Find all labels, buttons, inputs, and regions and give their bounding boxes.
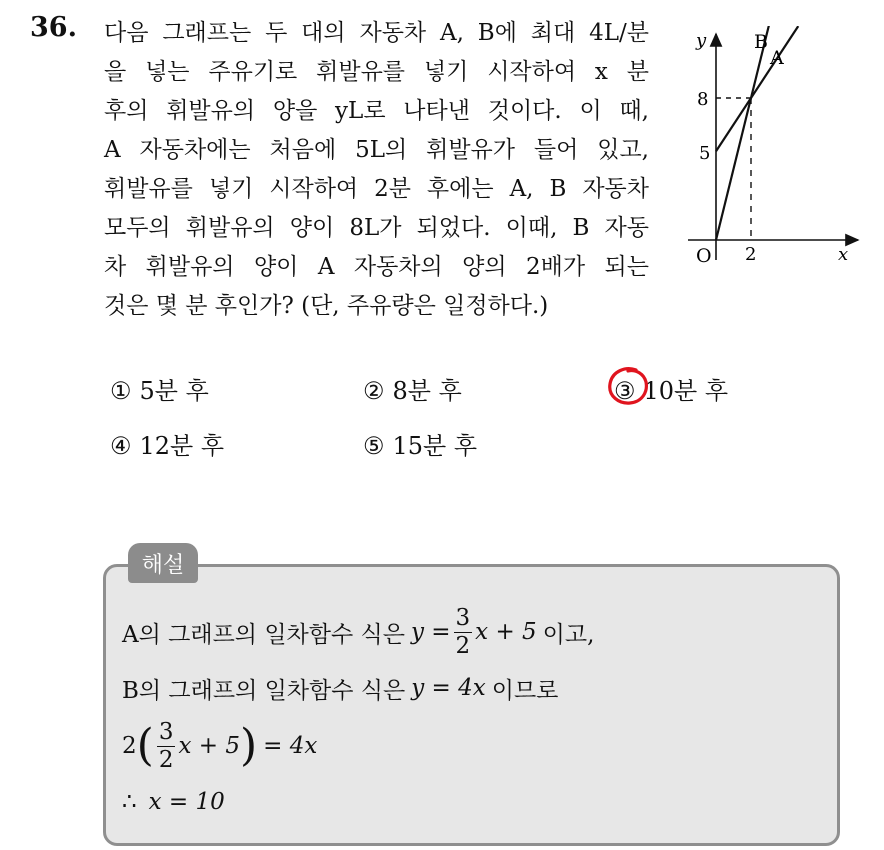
fuel-graph <box>688 26 864 266</box>
fraction-denominator: 2 <box>158 746 174 773</box>
question-number: 36. <box>30 12 77 43</box>
line3-inner-rest: x + 5 <box>178 733 240 759</box>
line1-suffix: 이고, <box>542 621 595 648</box>
question-line: 을 넣는 주유기로 휘발유를 넣기 시작하여 x 분 <box>104 59 649 85</box>
choice-4[interactable] <box>110 426 224 461</box>
question-line: 차 휘발유의 양이 A 자동차의 양의 2배가 되는 <box>104 254 649 280</box>
choice-5[interactable] <box>363 426 477 461</box>
right-paren: ) <box>239 720 258 771</box>
line3-rhs: = 4x <box>263 733 318 759</box>
therefore-symbol: ∴ <box>122 789 137 815</box>
x-tick-2: 2 <box>745 244 757 265</box>
choice-text: 5분 후 <box>139 377 209 405</box>
question-line: 후의 휘발유의 양을 yL로 나타낸 것이다. 이 때, <box>104 98 649 124</box>
question-line: 모두의 휘발유의 양이 8L가 되었다. 이때, B 자동 <box>104 215 649 241</box>
y-tick-5: 5 <box>699 143 711 164</box>
explanation-line-3 <box>122 712 317 780</box>
fraction-three-halves <box>454 604 473 659</box>
question-line: 다음 그래프는 두 대의 자동차 A, B에 최대 4L/분 <box>104 20 649 46</box>
x-axis-label: x <box>838 244 849 265</box>
line4-eq: x = 10 <box>148 789 225 815</box>
question-line: 휘발유를 넣기 시작하여 2분 후에는 A, B 자동차 <box>104 176 649 202</box>
explanation-tag: 해설 <box>128 543 198 583</box>
explanation-line-4 <box>122 782 225 822</box>
fraction-numerator: 3 <box>455 604 471 631</box>
question-line: 것은 몇 분 후인가? (단, 주유량은 일정하다.) <box>104 293 549 319</box>
y-tick-8: 8 <box>697 89 709 110</box>
line2-prefix: B의 그래프의 일차함수 식은 <box>122 677 406 704</box>
line2-suffix: 이므로 <box>491 677 559 704</box>
line-b-label: B <box>754 31 768 53</box>
fraction-numerator: 3 <box>158 718 174 745</box>
choice-text: 15분 후 <box>392 432 478 460</box>
line3-coef: 2 <box>122 733 137 759</box>
choice-text: 12분 후 <box>139 432 225 460</box>
line-b <box>716 26 769 240</box>
line-a-label: A <box>770 47 784 69</box>
line2-eq: y = 4x <box>411 675 486 701</box>
choice-number: ① <box>110 377 132 405</box>
fraction-three-halves <box>157 718 176 773</box>
line1-eq-lhs: y = <box>410 619 451 645</box>
question-line: A 자동차에는 처음에 5L의 휘발유가 들어 있고, <box>104 137 649 163</box>
fraction-denominator: 2 <box>455 632 471 659</box>
choice-number: ④ <box>110 432 132 460</box>
explanation-line-2 <box>122 668 558 708</box>
choice-number: ⑤ <box>363 432 385 460</box>
line1-prefix: A의 그래프의 일차함수 식은 <box>122 621 405 648</box>
explanation-line-1 <box>122 600 594 664</box>
choice-number: ③ <box>614 377 636 405</box>
left-paren: ( <box>136 720 154 771</box>
line1-eq-rest: x + 5 <box>475 619 537 645</box>
answer-mark-circle <box>606 365 650 407</box>
choice-2[interactable] <box>363 371 462 406</box>
choice-number: ② <box>363 377 385 405</box>
choice-text: 8분 후 <box>392 377 462 405</box>
origin-label: O <box>696 245 712 266</box>
choice-1[interactable] <box>110 371 209 406</box>
question-text <box>104 14 649 326</box>
choice-text: 10분 후 <box>643 377 729 405</box>
y-axis-label: y <box>696 30 707 51</box>
